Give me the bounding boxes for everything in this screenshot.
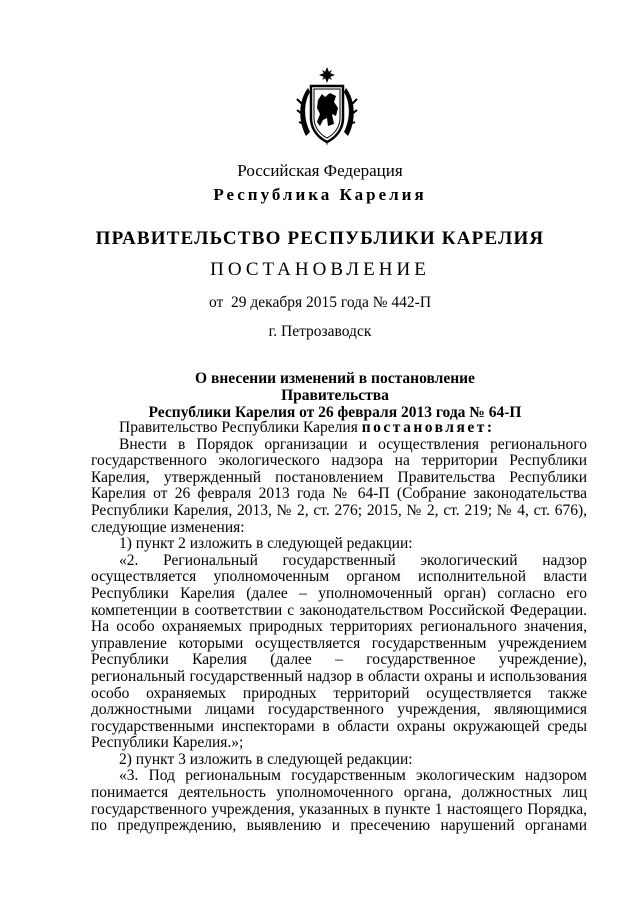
subject-line-2: Республики Карелия от 26 февраля 2013 года № 64-П [148, 404, 522, 421]
intro-prefix: Правительство Республики Карелия [119, 419, 362, 436]
government-title: ПРАВИТЕЛЬСТВО РЕСПУБЛИКИ КАРЕЛИЯ [95, 228, 545, 249]
document-date: от 29 декабря 2015 года № 442-П [208, 294, 432, 311]
quote-point-2: «2. Региональный государственный экологический надзор осуществляется уполномоченным органом исполнительной власти Республики Карелия (далее – уполномоченный орган) согласно его компетенции в соответствии с законодательством Российской Федерации. На особо охраняемых природных территориях регионального значения, управление которыми осуществляется государственным учреждением Республики Карелия (далее – государственное учреждение), региональный государственный надзор в области охраны и использования особо охраняемых природных территорий осуществляется также должностными лицами государственного учреждения, являющимися государственными инспекторами в области охраны окружающей среды Республики Карелия.»; [91, 551, 587, 752]
document-city: г. Петрозаводск [268, 323, 372, 340]
item-1: 1) пункт 2 изложить в следующей редакции: [119, 535, 413, 553]
republic-name: Республика Карелия [213, 185, 427, 204]
document-subject [140, 370, 530, 421]
paragraph-1: Внести в Порядок организации и осуществления регионального государственного экологического надзора на территории Республики Карелия, утвержденный постановлением Правительства Республики Карелия от 26 февраля 2013 года № 64-П (Собрание законодательства Республики Карелия, 2013, № 2, ст. 276; 2015, № 2, ст. 219; № 4, ст. 676), следующие изменения: [91, 435, 587, 536]
quote-point-3: «3. Под региональным государственным экологическим надзором понимается деятельность уполномоченного органа, должностных лиц государственного учреждения, указанных в пункте 1 настоящего Порядка, по предупреждению, выявлению и пресечению нарушений органами [91, 767, 587, 835]
item-2: 2) пункт 3 изложить в следующей редакции: [119, 750, 413, 768]
intro-paragraph [91, 420, 587, 437]
karelia-emblem-icon [296, 66, 358, 148]
intro-decree-word: постановляет: [361, 419, 495, 436]
document-type: ПОСТАНОВЛЕНИЕ [210, 259, 430, 280]
country-name: Российская Федерация [237, 161, 403, 180]
subject-line-1: О внесении изменений в постановление Правительства [195, 370, 475, 404]
document-body [91, 420, 587, 835]
